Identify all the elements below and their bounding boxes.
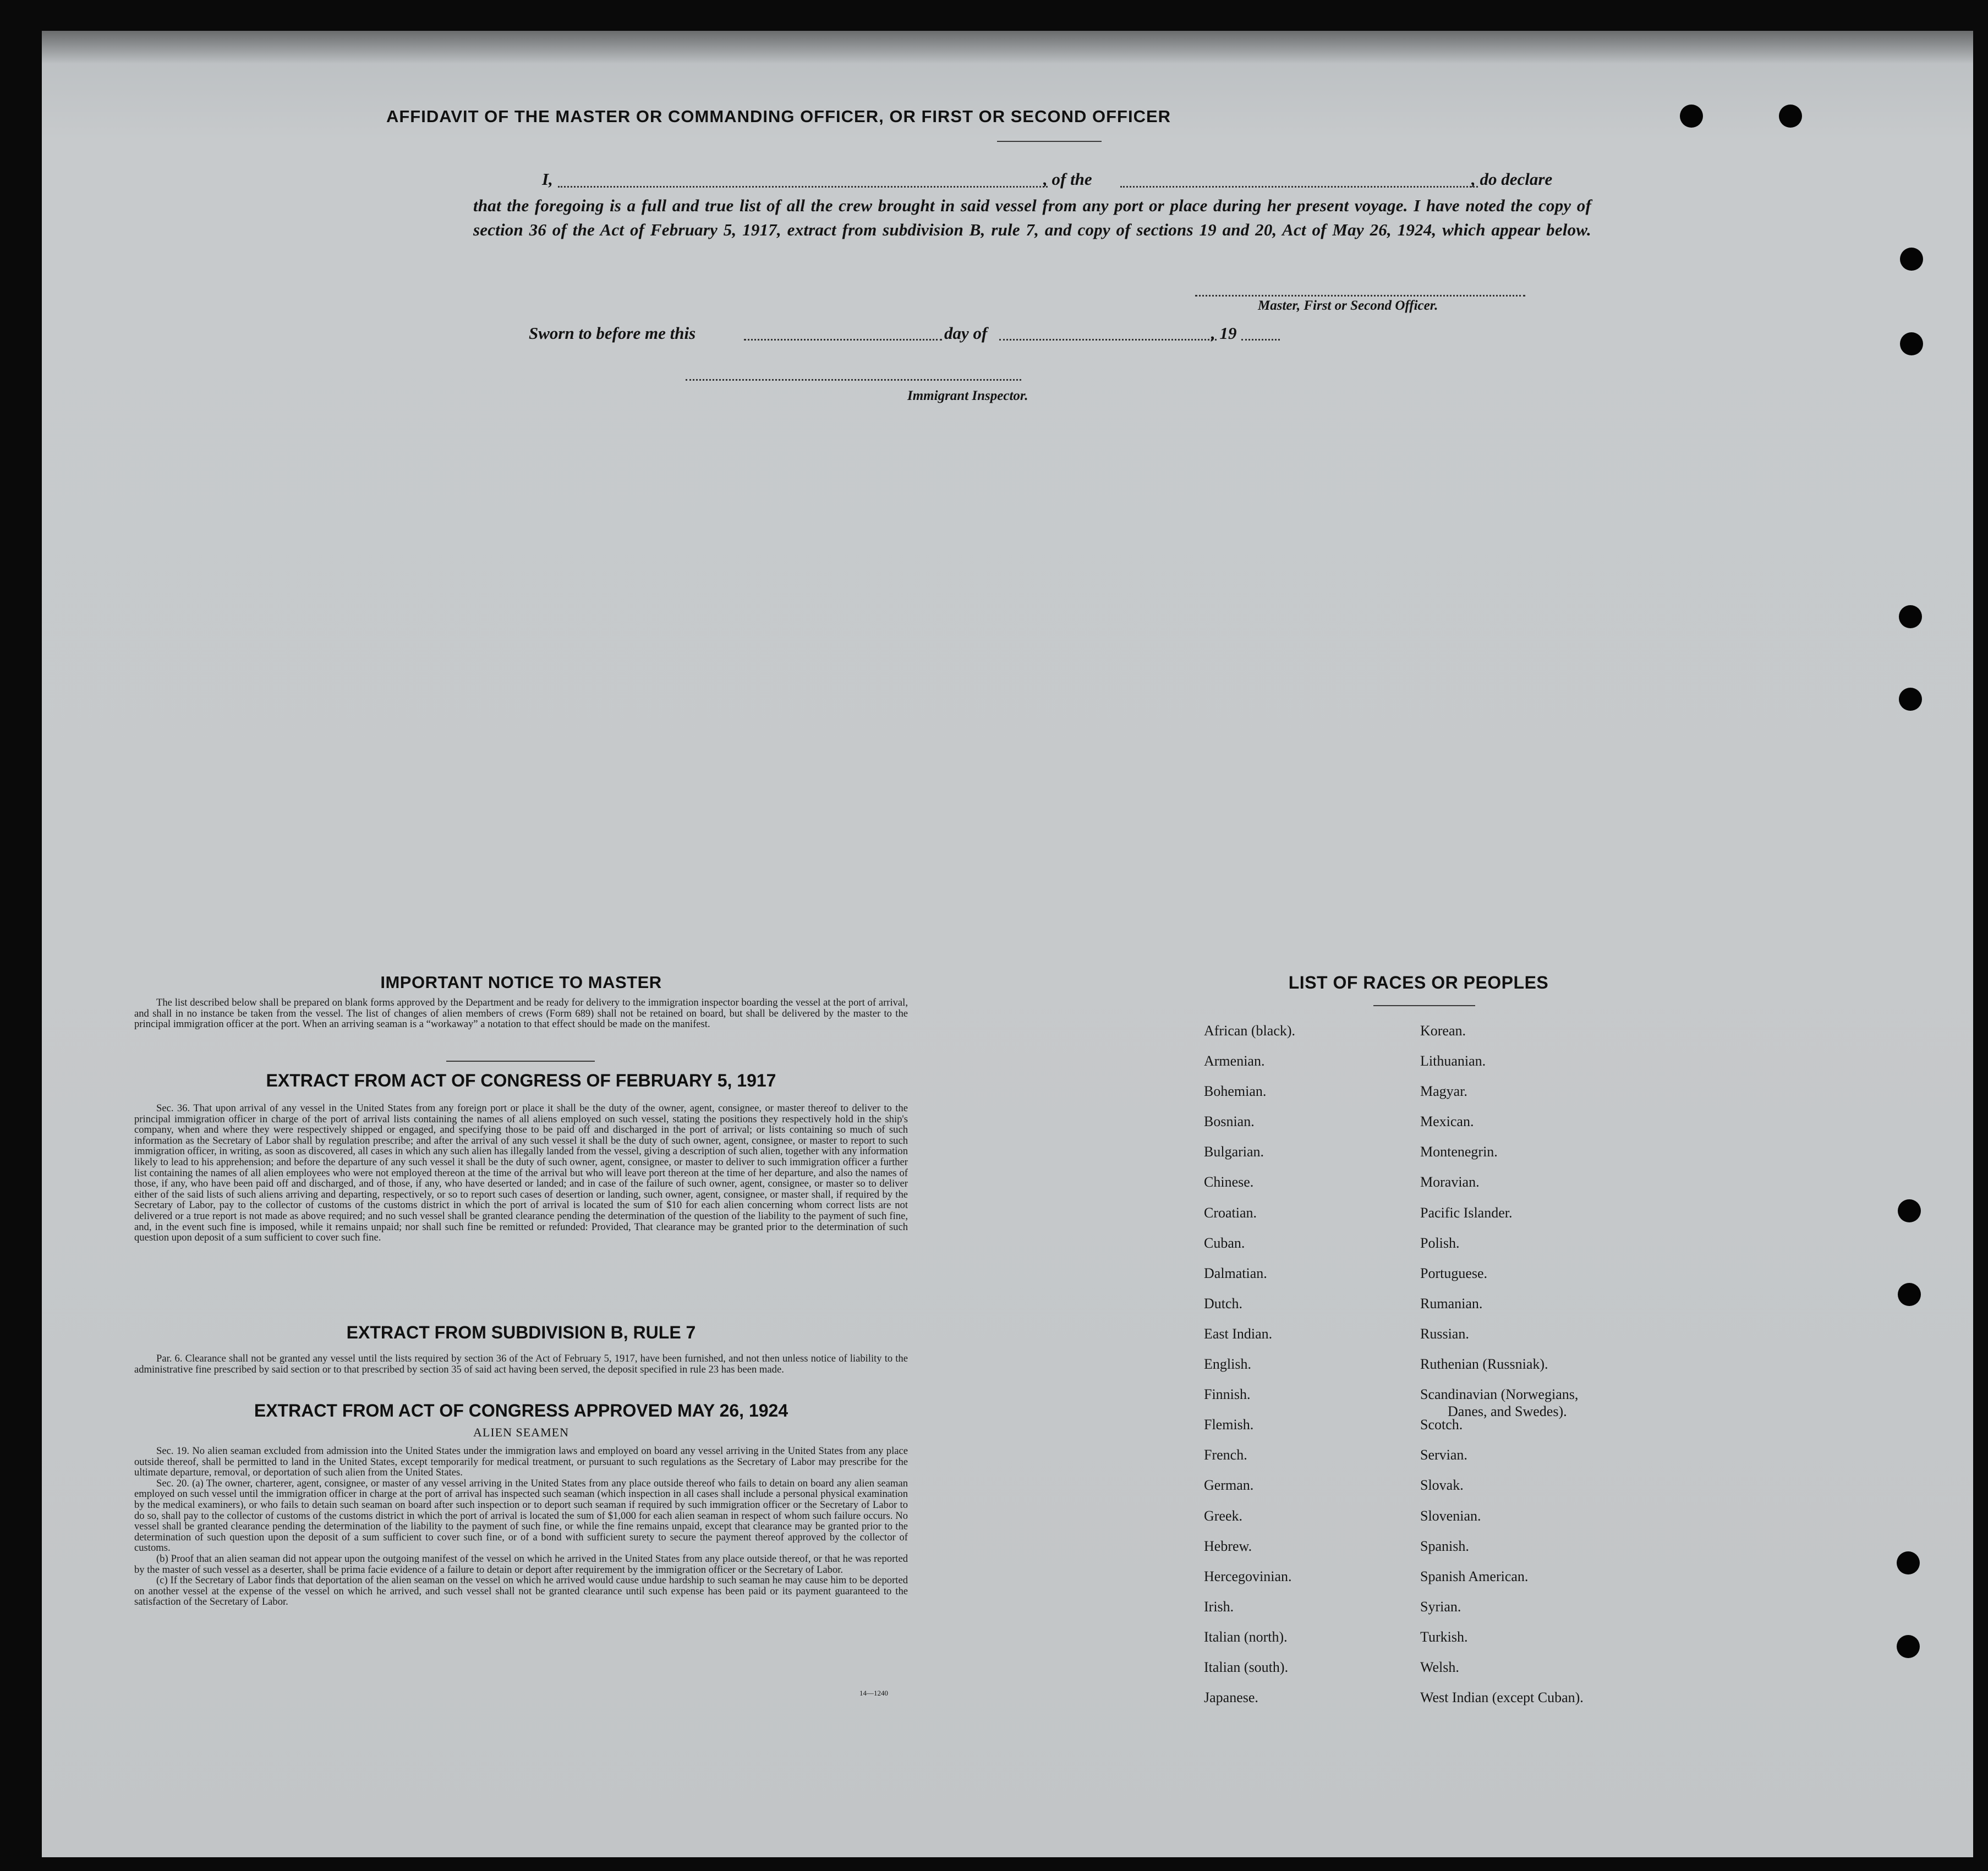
punch-hole bbox=[1900, 248, 1923, 271]
race-item: Slovak. bbox=[1420, 1477, 1464, 1494]
race-item: East Indian. bbox=[1204, 1325, 1273, 1342]
race-item: Scotch. bbox=[1420, 1417, 1463, 1433]
race-item: Hebrew. bbox=[1204, 1538, 1252, 1554]
notice-title: IMPORTANT NOTICE TO MASTER bbox=[380, 973, 662, 992]
inspector-signature-line[interactable] bbox=[686, 379, 1021, 381]
affidavit-i: I, bbox=[542, 169, 553, 189]
race-item: Bosnian. bbox=[1204, 1113, 1255, 1130]
race-item: West Indian (except Cuban). bbox=[1420, 1689, 1584, 1706]
race-item: Greek. bbox=[1204, 1507, 1243, 1524]
race-item: African (black). bbox=[1204, 1023, 1296, 1039]
race-item: Bulgarian. bbox=[1204, 1144, 1264, 1160]
race-item: Spanish. bbox=[1420, 1538, 1469, 1554]
races-right-column bbox=[1420, 1016, 1584, 1713]
sec-20c: (c) If the Secretary of Labor finds that deportation of the alien seaman on the vessel on which he arrived would cause undue hardship to such seaman he may cause him to be deported on another vessel at the expense of the vessel on which he arrived, and such vessel shall not be granted clearance until such expense has been paid or its payment guaranteed to the satisfaction of the Secretary of Labor. bbox=[134, 1574, 908, 1608]
race-item: Hercegovinian. bbox=[1204, 1568, 1292, 1584]
notice-text: The list described below shall be prepared on blank forms approved by the Department and be ready for delivery to the immigration inspector boarding the vessel at the port of arrival, and shall in no instance be taken from the vessel. The list of changes of alien members of crews (Form 689) shall not be retained on board, but shall be delivered by the master to the principal immigration officer at the port. When an arriving seaman is a “workaway” a notation to that effect should be made on the manifest. bbox=[134, 997, 908, 1030]
race-item: Dalmatian. bbox=[1204, 1265, 1267, 1281]
race-item: Scandinavian (Norwegians, bbox=[1420, 1386, 1579, 1403]
master-signature-line[interactable] bbox=[1195, 295, 1525, 297]
race-item: Turkish. bbox=[1420, 1628, 1468, 1645]
race-item: Rumanian. bbox=[1420, 1295, 1483, 1312]
extract-1917-title: EXTRACT FROM ACT OF CONGRESS OF FEBRUARY 5, 1917 bbox=[266, 1071, 776, 1090]
race-item: Irish. bbox=[1204, 1598, 1234, 1615]
sworn-day-blank[interactable] bbox=[744, 339, 942, 341]
race-item: Japanese. bbox=[1204, 1689, 1258, 1706]
race-item: Welsh. bbox=[1420, 1659, 1459, 1675]
race-item: Moravian. bbox=[1420, 1174, 1480, 1190]
race-item: German. bbox=[1204, 1477, 1254, 1494]
extract-1924-title: EXTRACT FROM ACT OF CONGRESS APPROVED MAY 26, 1924 bbox=[254, 1401, 788, 1420]
sworn-prefix: Sworn to before me this bbox=[529, 323, 696, 343]
alien-seamen-subtitle: ALIEN SEAMEN bbox=[473, 1425, 569, 1439]
race-item: Italian (south). bbox=[1204, 1659, 1289, 1675]
affidavit-title: AFFIDAVIT OF THE MASTER OR COMMANDING OFFICER, OR FIRST OR SECOND OFFICER bbox=[386, 107, 1171, 126]
sworn-year: , 19 bbox=[1211, 323, 1237, 343]
form-number: 14—1240 bbox=[859, 1689, 888, 1697]
race-item: English. bbox=[1204, 1356, 1251, 1373]
race-item: Finnish. bbox=[1204, 1386, 1251, 1403]
race-item: Servian. bbox=[1420, 1447, 1467, 1463]
race-item: Korean. bbox=[1420, 1023, 1466, 1039]
extract-rule7-text: Par. 6. Clearance shall not be granted any vessel until the lists required by section 36 of the Act of February 5, 1917, have been furnished, and not then unless notice of liability to the administrative fine prescribed by said section or to that prescribed by section 35 of said act having been served, the deposit specified in rule 23 has been made. bbox=[134, 1353, 908, 1375]
affidavit-of-the: , of the bbox=[1043, 169, 1092, 189]
race-item: Italian (north). bbox=[1204, 1628, 1288, 1645]
sworn-month-blank[interactable] bbox=[999, 339, 1217, 341]
race-item: Bohemian. bbox=[1204, 1083, 1267, 1100]
punch-hole bbox=[1899, 605, 1922, 628]
inspector-label: Immigrant Inspector. bbox=[907, 388, 1028, 403]
race-item: Ruthenian (Russniak). bbox=[1420, 1356, 1548, 1373]
race-item: Cuban. bbox=[1204, 1234, 1245, 1251]
race-item: Pacific Islander. bbox=[1420, 1204, 1513, 1221]
sworn-day-of: day of bbox=[944, 323, 988, 343]
extract-rule7-title: EXTRACT FROM SUBDIVISION B, RULE 7 bbox=[346, 1323, 696, 1342]
races-left-column bbox=[1204, 1016, 1295, 1713]
affidavit-do-declare: , do declare bbox=[1471, 169, 1553, 189]
race-item: Russian. bbox=[1420, 1325, 1469, 1342]
page-top-shadow bbox=[42, 31, 1973, 64]
race-item: Portuguese. bbox=[1420, 1265, 1488, 1281]
race-item: Spanish American. bbox=[1420, 1568, 1529, 1584]
punch-hole bbox=[1899, 688, 1922, 711]
sec-20a: Sec. 20. (a) The owner, charterer, agent, consignee, or master of any vessel arriving in the United States from any place outside thereof who fails to detain on board any alien seaman employed on such vessel until the immigration officer in charge at the port of arrival has inspected such seaman (which inspection in all cases shall include a personal physical examination by the medical examiners), or who fails to detain such seaman on board after such inspection or to deport such seaman if required by such immigration officer or the Secretary of Labor to do so, shall pay to the collector of customs of the customs district in which the port of arrival is located the sum of $1,000 for each alien seaman in respect of whom such failure occurs. No vessel shall be granted clearance pending the determination of the liability to the payment of such fine, or while the fine remains unpaid, except that clearance may be granted prior to the determination of such question upon the deposit of a sum sufficient to cover such fine, or of a bond with sufficient surety to secure the payment thereof approved by the collector of customs. bbox=[134, 1477, 908, 1554]
race-item: Croatian. bbox=[1204, 1204, 1257, 1221]
extract-1924-text bbox=[134, 1446, 908, 1607]
race-item: French. bbox=[1204, 1447, 1247, 1463]
punch-hole bbox=[1897, 1635, 1920, 1658]
vessel-blank[interactable] bbox=[1120, 186, 1478, 188]
race-item: Lithuanian. bbox=[1420, 1053, 1486, 1069]
master-signature-label: Master, First or Second Officer. bbox=[1258, 298, 1438, 313]
punch-hole bbox=[1897, 1551, 1920, 1574]
race-item: Mexican. bbox=[1420, 1113, 1474, 1130]
notice-divider bbox=[446, 1061, 595, 1062]
sec-20b: (b) Proof that an alien seaman did not appear upon the outgoing manifest of the vessel on which he arrived in the United States from any place outside thereof, or that he was reported by the master of such vessel as a deserter, shall be prima facie evidence of a failure to detain or deport after requirement by the immigration officer or the Secretary of Labor. bbox=[134, 1552, 908, 1576]
race-item: Dutch. bbox=[1204, 1295, 1243, 1312]
race-item: Flemish. bbox=[1204, 1417, 1254, 1433]
races-title: LIST OF RACES OR PEOPLES bbox=[1288, 973, 1549, 992]
race-item: Syrian. bbox=[1420, 1598, 1461, 1615]
race-item: Slovenian. bbox=[1420, 1507, 1481, 1524]
affidavit-body: that the foregoing is a full and true list of all the crew brought in said vessel from any port or place during her present voyage. I have noted the copy of section 36 of the Act of February 5, 1917, extract from subdivision B, rule 7, and copy of sections 19 and 20, Act of May 26, 1924, which appear below. bbox=[473, 196, 1591, 239]
punch-hole bbox=[1680, 105, 1703, 128]
races-divider bbox=[1373, 1005, 1475, 1006]
race-item: Chinese. bbox=[1204, 1174, 1254, 1190]
race-item: Armenian. bbox=[1204, 1053, 1265, 1069]
sec-19: Sec. 19. No alien seaman excluded from admission into the United States under the immigration laws and employed on board any vessel arriving in the United States from any place outside thereof, shall be permitted to land in the United States, except temporarily for medical treatment, or pursuant to such regulations as the Secretary of Labor may prescribe for the ultimate departure, removal, or deportation of such alien from the United States. bbox=[134, 1445, 908, 1479]
extract-1917-text: Sec. 36. That upon arrival of any vessel in the United States from any foreign port or place it shall be the duty of the owner, agent, consignee, or master thereof to deliver to the principal immigration officer in charge of the port of arrival lists containing the names of all aliens employed on such vessel, stating the positions they respectively hold in the ship's company, when and where they were respectively shipped or engaged, and specifying those to be paid off and discharged in the port of arrival; or lists containing so much of such information as the Secretary of Labor shall by regulation prescribe; and after the arrival of any such vessel it shall be the duty of such owner, agent, consignee, or master to report to such immigration officer, in writing, as soon as discovered, all cases in which any such alien has illegally landed from the vessel, giving a description of such alien, together with any information likely to lead to his apprehension; and before the departure of any such vessel it shall be the duty of such owner, agent, consignee, or master to deliver to such immigration officer a further list containing the names of all alien employees who were not employed thereon at the time of the arrival but who will leave port thereon at the time of her departure, and also the names of those, if any, who have been paid off and discharged, and of those, if any, who have deserted or landed; and in case of the failure of such owner, agent, consignee, or master so to deliver either of the said lists of such aliens arriving and departing, respectively, or so to report such cases of desertion or landing, such owner, agent, consignee, or master shall, if required by the Secretary of Labor, pay to the collector of customs of the customs district in which the port of arrival is located the sum of $10 for each alien concerning whom correct lists are not delivered or a true report is not made as above required; and no such vessel shall be granted clearance pending the determination of the question of the liability to the payment of such fine, and, in the event such fine is imposed, while it remains unpaid; nor shall such fine be remitted or refunded: Provided, That clearance may be granted prior to the determination of such question upon deposit of a sum sufficient to cover such fine. bbox=[134, 1102, 908, 1244]
punch-hole bbox=[1779, 105, 1802, 128]
scandinavian-continuation: Danes, and Swedes). bbox=[1448, 1403, 1567, 1419]
document-page bbox=[42, 31, 1973, 1857]
punch-hole bbox=[1898, 1283, 1921, 1306]
race-item: Magyar. bbox=[1420, 1083, 1467, 1100]
race-item: Montenegrin. bbox=[1420, 1144, 1498, 1160]
name-blank[interactable] bbox=[558, 186, 1048, 188]
punch-hole bbox=[1900, 332, 1923, 355]
title-underline bbox=[997, 141, 1102, 142]
race-item: Polish. bbox=[1420, 1234, 1460, 1251]
punch-hole bbox=[1898, 1199, 1921, 1222]
sworn-year-blank[interactable] bbox=[1241, 339, 1280, 341]
